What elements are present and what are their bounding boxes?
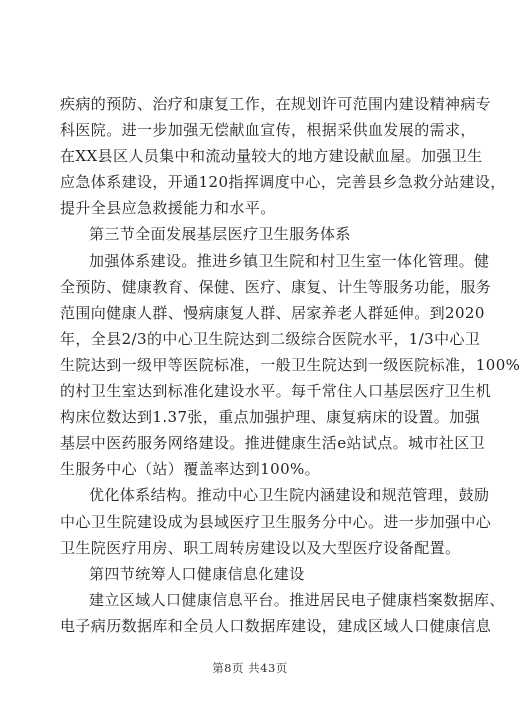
body-text-line: 在XX县区人员集中和流动量较大的地方建设献血屋。加强卫生 bbox=[60, 147, 483, 166]
paragraph-first-line: 加强体系建设。推进乡镇卫生院和村卫生室一体化管理。健 bbox=[89, 251, 490, 270]
body-text-line: 疾病的预防、治疗和康复工作，在规划许可范围内建设精神病专 bbox=[60, 95, 492, 113]
page-footer: 第8页 共43页 bbox=[212, 661, 288, 675]
body-text-line: 提升全县应急救援能力和水平。 bbox=[60, 199, 276, 218]
body-text-line: 科医院。进一步加强无偿献血宣传，根据采供血发展的需求， bbox=[60, 121, 476, 140]
body-text-line: 的村卫生室达到标准化建设水平。每千常住人口基层医疗卫生机 bbox=[60, 382, 492, 401]
body-text-line: 全预防、健康教育、保健、医疗、康复、计生等服务功能，服务 bbox=[60, 277, 492, 296]
paragraph-first-line: 建立区域人口健康信息平台。推进居民电子健康档案数据库、 bbox=[89, 590, 505, 609]
body-text-line: 应急体系建设，开通120指挥调度中心，完善县乡急救分站建设， bbox=[60, 173, 506, 192]
body-text-line: 基层中医药服务网络建设。推进健康生活e站试点。城市社区卫 bbox=[60, 434, 486, 453]
body-text-line: 构床位数达到1.37张，重点加强护理、康复病床的设置。加强 bbox=[60, 408, 481, 427]
paragraph-first-line: 优化体系结构。推动中心卫生院内涵建设和规范管理，鼓励 bbox=[89, 486, 490, 505]
body-text-line: 年，全县2/3的中心卫生院达到二级综合医院水平，1/3中心卫 bbox=[60, 329, 481, 348]
section-heading: 第四节统筹人口健康信息化建设 bbox=[89, 564, 305, 583]
body-text-line: 范围向健康人群、慢病康复人群、居家养老人群延伸。到2020 bbox=[60, 303, 485, 322]
section-heading: 第三节全面发展基层医疗卫生服务体系 bbox=[89, 225, 351, 244]
document-body bbox=[60, 91, 520, 639]
body-text-line: 卫生院医疗用房、职工周转房建设以及大型医疗设备配置。 bbox=[60, 538, 461, 557]
body-text-line: 生院达到一级甲等医院标准，一般卫生院达到一级医院标准，100% bbox=[60, 355, 520, 374]
body-text-line: 生服务中心（站）覆盖率达到100%。 bbox=[60, 460, 321, 479]
body-text-line: 中心卫生院建设成为县域医疗卫生服务分中心。进一步加强中心 bbox=[60, 512, 492, 531]
body-text-line: 电子病历数据库和全员人口数据库建设，建成区域人口健康信息 bbox=[60, 616, 492, 635]
